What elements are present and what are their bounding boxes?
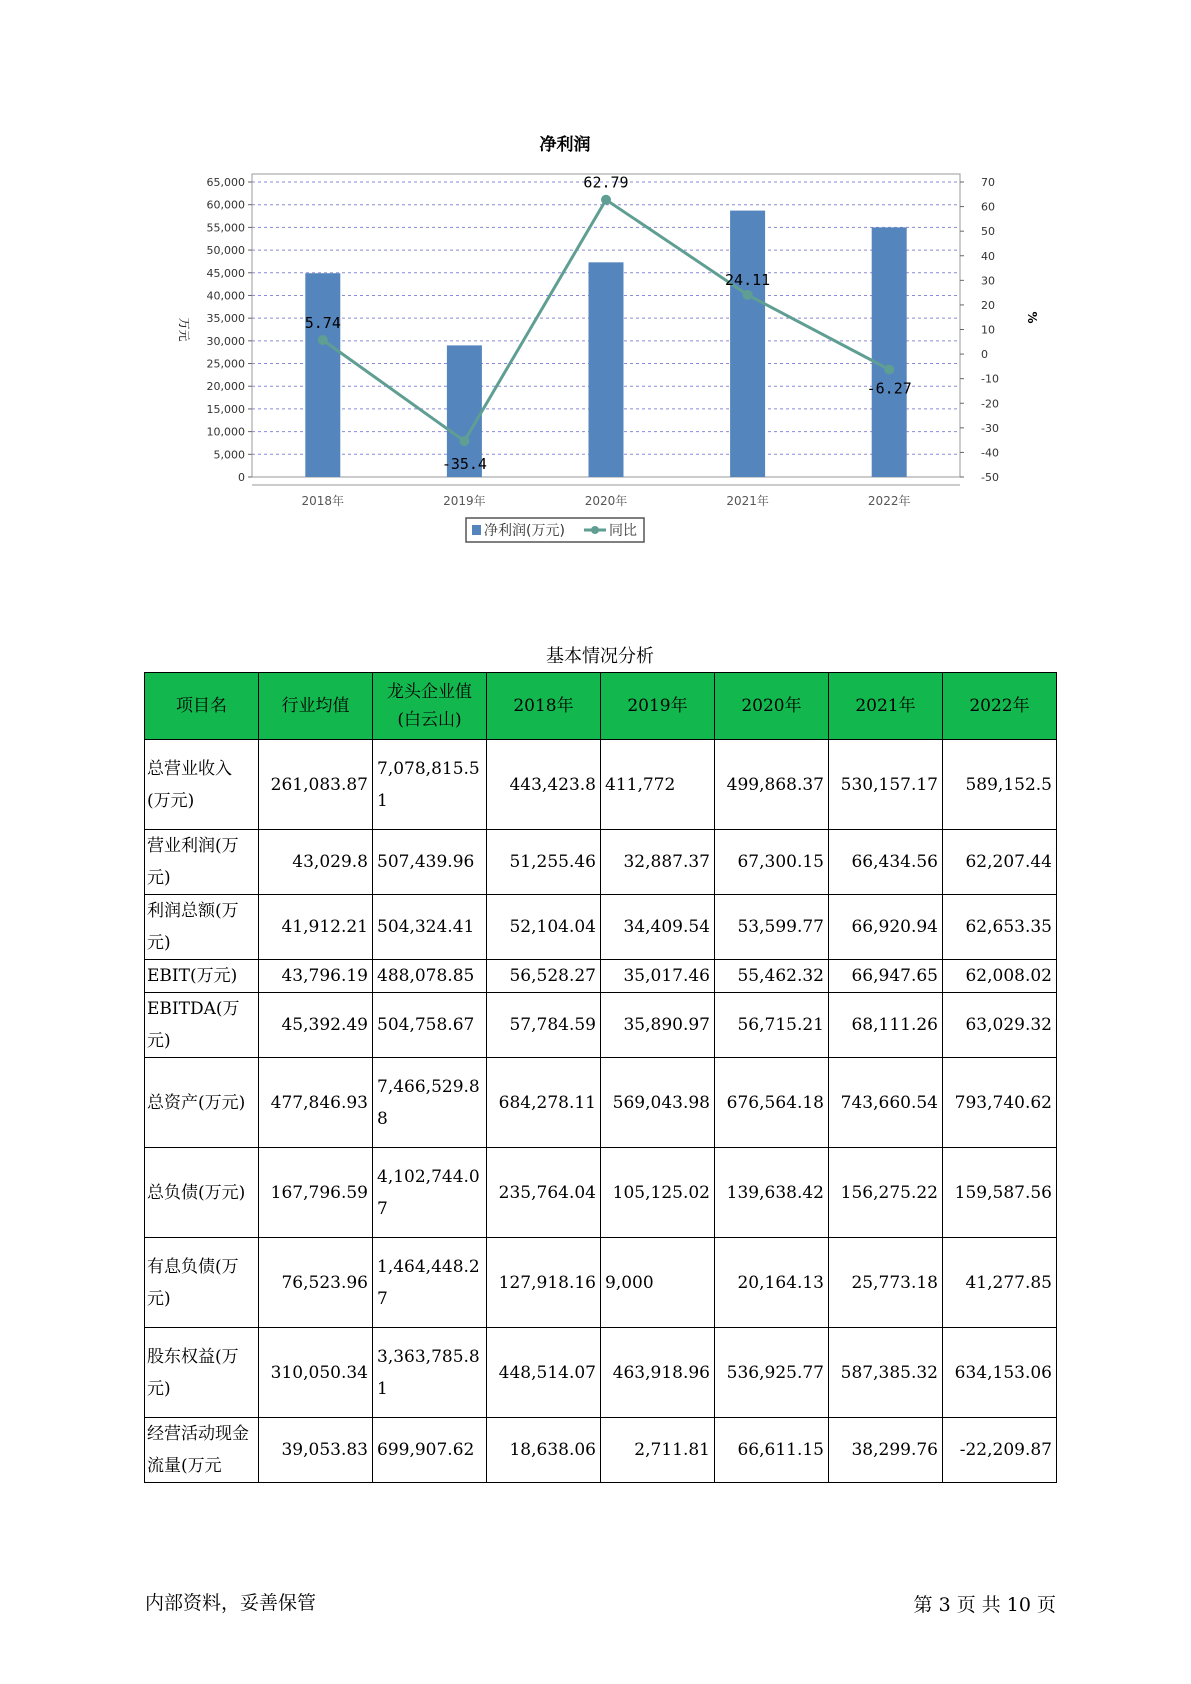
row-value-cell: 743,660.54 — [829, 1058, 943, 1148]
table-row — [145, 960, 1057, 993]
header-leader-value: 龙头企业值(白云山) — [373, 673, 487, 740]
row-value-cell: 62,008.02 — [943, 960, 1057, 993]
row-value-cell: 56,715.21 — [715, 993, 829, 1058]
right-tick-label: 0 — [981, 348, 988, 362]
row-value-cell: 43,029.8 — [259, 830, 373, 895]
row-value-cell: 66,947.65 — [829, 960, 943, 993]
row-value-cell: 699,907.62 — [373, 1418, 487, 1483]
row-value-cell: 676,564.18 — [715, 1058, 829, 1148]
row-value-cell: 448,514.07 — [487, 1328, 601, 1418]
row-value-cell: 684,278.11 — [487, 1058, 601, 1148]
left-tick-label: 65,000 — [206, 176, 245, 189]
row-item-name: 有息负债(万元) — [145, 1238, 259, 1328]
row-value-cell: 53,599.77 — [715, 895, 829, 960]
row-item-name: EBIT(万元) — [145, 960, 259, 993]
row-value-cell: 634,153.06 — [943, 1328, 1057, 1418]
x-tick-label: 2018年 — [301, 494, 345, 508]
row-value-cell: 41,277.85 — [943, 1238, 1057, 1328]
yoy-point — [743, 290, 753, 300]
row-value-cell: 3,363,785.81 — [373, 1328, 487, 1418]
x-tick-label: 2020年 — [584, 494, 628, 508]
yoy-data-label: 62.79 — [583, 173, 629, 192]
row-item-name: 营业利润(万元) — [145, 830, 259, 895]
right-tick-label: -20 — [981, 397, 999, 411]
left-tick-label: 5,000 — [213, 448, 245, 462]
table-row — [145, 740, 1057, 830]
row-value-cell: 35,017.46 — [601, 960, 715, 993]
row-value-cell: 62,653.35 — [943, 895, 1057, 960]
row-item-name: EBITDA(万元) — [145, 993, 259, 1058]
row-value-cell: 589,152.5 — [943, 740, 1057, 830]
right-tick-label: -40 — [981, 446, 999, 460]
row-value-cell: 68,111.26 — [829, 993, 943, 1058]
row-value-cell: 25,773.18 — [829, 1238, 943, 1328]
right-tick-label: -30 — [981, 421, 999, 435]
header-industry-avg: 行业均值 — [259, 673, 373, 740]
right-tick-label: 10 — [981, 323, 995, 337]
row-value-cell: 76,523.96 — [259, 1238, 373, 1328]
right-tick-label: 60 — [981, 200, 995, 214]
row-value-cell: 45,392.49 — [259, 993, 373, 1058]
table-row — [145, 830, 1057, 895]
row-value-cell: 477,846.93 — [259, 1058, 373, 1148]
chart-title: 净利润 — [539, 135, 591, 155]
table-row — [145, 993, 1057, 1058]
table-caption: 基本情况分析 — [546, 646, 654, 667]
header-2019: 2019年 — [601, 673, 715, 740]
row-value-cell: 51,255.46 — [487, 830, 601, 895]
row-value-cell: 156,275.22 — [829, 1148, 943, 1238]
bar — [730, 211, 765, 477]
table-header-row — [145, 673, 1057, 740]
legend-bar-swatch — [472, 525, 481, 535]
table-body — [145, 740, 1057, 1483]
left-axis-label: 万元 — [177, 317, 191, 342]
header-2018: 2018年 — [487, 673, 601, 740]
x-tick-label: 2022年 — [867, 494, 911, 508]
right-tick-label: -10 — [981, 372, 999, 386]
left-tick-label: 10,000 — [206, 425, 245, 439]
footer-page-number: 第 3 页 共 10 页 — [913, 1594, 1056, 1616]
row-value-cell: -22,209.87 — [943, 1418, 1057, 1483]
row-item-name: 总负债(万元) — [145, 1148, 259, 1238]
row-value-cell: 167,796.59 — [259, 1148, 373, 1238]
row-value-cell: 66,920.94 — [829, 895, 943, 960]
legend-bar-label: 净利润(万元) — [484, 523, 565, 539]
right-tick-label: 40 — [981, 249, 995, 263]
row-value-cell: 35,890.97 — [601, 993, 715, 1058]
row-value-cell: 127,918.16 — [487, 1238, 601, 1328]
row-value-cell: 139,638.42 — [715, 1148, 829, 1238]
header-2022: 2022年 — [943, 673, 1057, 740]
right-tick-label: 20 — [981, 298, 995, 312]
row-value-cell: 1,464,448.27 — [373, 1238, 487, 1328]
header-item-name: 项目名 — [145, 673, 259, 740]
row-value-cell: 411,772 — [601, 740, 715, 830]
x-tick-label: 2019年 — [443, 494, 486, 508]
right-tick-label: 70 — [981, 176, 995, 189]
row-value-cell: 20,164.13 — [715, 1238, 829, 1328]
row-value-cell: 57,784.59 — [487, 993, 601, 1058]
row-value-cell: 159,587.56 — [943, 1148, 1057, 1238]
row-value-cell: 7,078,815.51 — [373, 740, 487, 830]
right-axis-label: % — [1025, 311, 1039, 324]
row-value-cell: 43,796.19 — [259, 960, 373, 993]
table-row — [145, 1148, 1057, 1238]
yoy-point — [318, 335, 328, 345]
row-value-cell: 4,102,744.07 — [373, 1148, 487, 1238]
row-value-cell: 62,207.44 — [943, 830, 1057, 895]
row-value-cell: 18,638.06 — [487, 1418, 601, 1483]
left-tick-label: 0 — [238, 471, 245, 484]
left-tick-label: 30,000 — [206, 334, 245, 348]
table-row — [145, 1058, 1057, 1148]
yoy-data-label: -6.27 — [866, 379, 912, 398]
row-value-cell: 41,912.21 — [259, 895, 373, 960]
yoy-point — [601, 195, 611, 205]
left-tick-label: 40,000 — [206, 289, 245, 303]
left-tick-label: 50,000 — [206, 244, 245, 258]
row-value-cell: 499,868.37 — [715, 740, 829, 830]
row-value-cell: 52,104.04 — [487, 895, 601, 960]
row-value-cell: 235,764.04 — [487, 1148, 601, 1238]
row-value-cell: 507,439.96 — [373, 830, 487, 895]
left-tick-label: 25,000 — [206, 357, 245, 371]
row-value-cell: 39,053.83 — [259, 1418, 373, 1483]
row-value-cell: 34,409.54 — [601, 895, 715, 960]
left-tick-label: 45,000 — [206, 266, 245, 280]
left-tick-label: 60,000 — [206, 198, 245, 212]
row-value-cell: 56,528.27 — [487, 960, 601, 993]
row-value-cell: 9,000 — [601, 1238, 715, 1328]
row-value-cell: 2,711.81 — [601, 1418, 715, 1483]
bar — [305, 273, 340, 477]
row-value-cell: 7,466,529.88 — [373, 1058, 487, 1148]
row-value-cell: 38,299.76 — [829, 1418, 943, 1483]
basic-analysis-table — [144, 672, 1057, 1483]
header-2020: 2020年 — [715, 673, 829, 740]
row-value-cell: 504,324.41 — [373, 895, 487, 960]
yoy-point — [884, 364, 894, 374]
row-value-cell: 32,887.37 — [601, 830, 715, 895]
row-item-name: 总资产(万元) — [145, 1058, 259, 1148]
header-2021: 2021年 — [829, 673, 943, 740]
yoy-data-label: -35.4 — [441, 455, 487, 474]
bar — [589, 262, 624, 477]
chart-svg — [170, 130, 1039, 600]
row-value-cell: 530,157.17 — [829, 740, 943, 830]
row-value-cell: 443,423.8 — [487, 740, 601, 830]
yoy-data-label: 5.74 — [304, 313, 341, 332]
left-tick-label: 15,000 — [206, 402, 245, 416]
table-row — [145, 895, 1057, 960]
row-item-name: 利润总额(万元) — [145, 895, 259, 960]
left-tick-label: 55,000 — [206, 221, 245, 235]
row-value-cell: 463,918.96 — [601, 1328, 715, 1418]
row-value-cell: 310,050.34 — [259, 1328, 373, 1418]
right-tick-label: 50 — [981, 225, 995, 239]
row-value-cell: 536,925.77 — [715, 1328, 829, 1418]
row-value-cell: 66,434.56 — [829, 830, 943, 895]
legend-line-label: 同比 — [609, 523, 637, 539]
left-tick-label: 35,000 — [206, 312, 245, 326]
table-row — [145, 1328, 1057, 1418]
row-value-cell: 105,125.02 — [601, 1148, 715, 1238]
row-value-cell: 261,083.87 — [259, 740, 373, 830]
row-value-cell: 504,758.67 — [373, 993, 487, 1058]
x-tick-label: 2021年 — [726, 494, 769, 508]
row-item-name: 股东权益(万元) — [145, 1328, 259, 1418]
right-tick-label: 30 — [981, 274, 995, 288]
right-tick-label: -50 — [981, 471, 999, 484]
yoy-point — [459, 436, 469, 446]
footer-confidential-note: 内部资料，妥善保管 — [145, 1592, 317, 1614]
row-item-name: 经营活动现金流量(万元 — [145, 1418, 259, 1483]
row-value-cell: 63,029.32 — [943, 993, 1057, 1058]
row-value-cell: 488,078.85 — [373, 960, 487, 993]
row-value-cell: 793,740.62 — [943, 1058, 1057, 1148]
row-value-cell: 55,462.32 — [715, 960, 829, 993]
row-item-name: 总营业收入(万元) — [145, 740, 259, 830]
left-tick-label: 20,000 — [206, 380, 245, 394]
bar — [872, 227, 907, 477]
yoy-data-label: 24.11 — [725, 270, 771, 289]
net-profit-chart — [170, 130, 1039, 600]
legend-line-marker — [591, 526, 599, 534]
row-value-cell: 67,300.15 — [715, 830, 829, 895]
row-value-cell: 587,385.32 — [829, 1328, 943, 1418]
table-row — [145, 1238, 1057, 1328]
table-row — [145, 1418, 1057, 1483]
row-value-cell: 66,611.15 — [715, 1418, 829, 1483]
row-value-cell: 569,043.98 — [601, 1058, 715, 1148]
